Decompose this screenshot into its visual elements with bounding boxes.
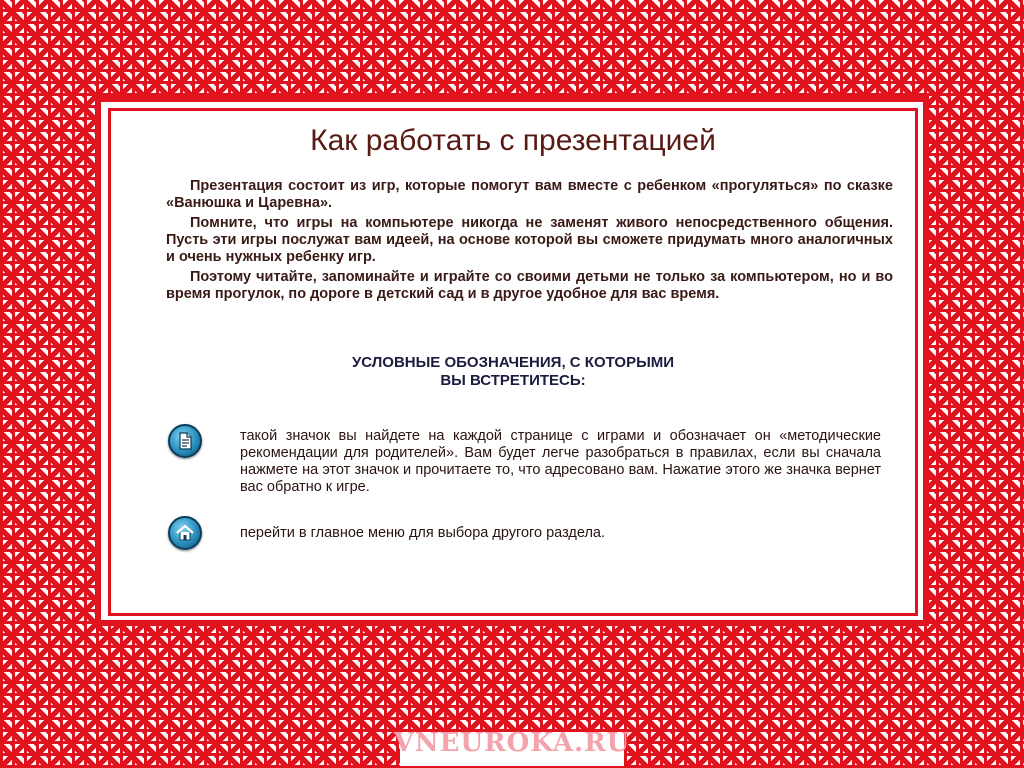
home-icon[interactable] <box>168 516 202 550</box>
intro-paragraph-3: Поэтому читайте, запоминайте и играйте со своими детьми не только за компьютером, но и во время прогулок, по дороге в детский сад и в другое удобное для вас время. <box>166 269 893 302</box>
intro-paragraph-2: Помните, что игры на компьютере никогда не заменят живого непосредственного общения. Пусть эти игры послужат вам идеей, на основе которой вы сможете придумать много аналогичных и очень нужных ребенку игр. <box>166 215 893 265</box>
document-icon[interactable] <box>168 424 202 458</box>
site-watermark: VNEUROKA.RU <box>393 728 631 758</box>
legend-title-line-2: ВЫ ВСТРЕТИТЕСЬ: <box>440 372 586 389</box>
legend-item-document-text: такой значок вы найдете на каждой странице с играми и обозначает он «методические рекомендации для родителей». Вам будет легче разобраться в правилах, если вы сначала нажмете на этот значок и прочитаете то, что адресовано вам. Нажатие этого же значка вернет вас обратно к игре. <box>240 428 881 495</box>
legend-title-line-1: УСЛОВНЫЕ ОБОЗНАЧЕНИЯ, С КОТОРЫМИ <box>351 354 675 371</box>
legend-item-home-text: перейти в главное меню для выбора другого раздела. <box>240 525 606 541</box>
intro-text-block <box>166 178 893 306</box>
page-title: Как работать с презентацией <box>310 124 716 157</box>
intro-paragraph-1: Презентация состоит из игр, которые помогут вам вместе с ребенком «прогуляться» по сказке «Ванюшка и Царевна». <box>166 178 893 211</box>
legend-title <box>108 354 918 390</box>
